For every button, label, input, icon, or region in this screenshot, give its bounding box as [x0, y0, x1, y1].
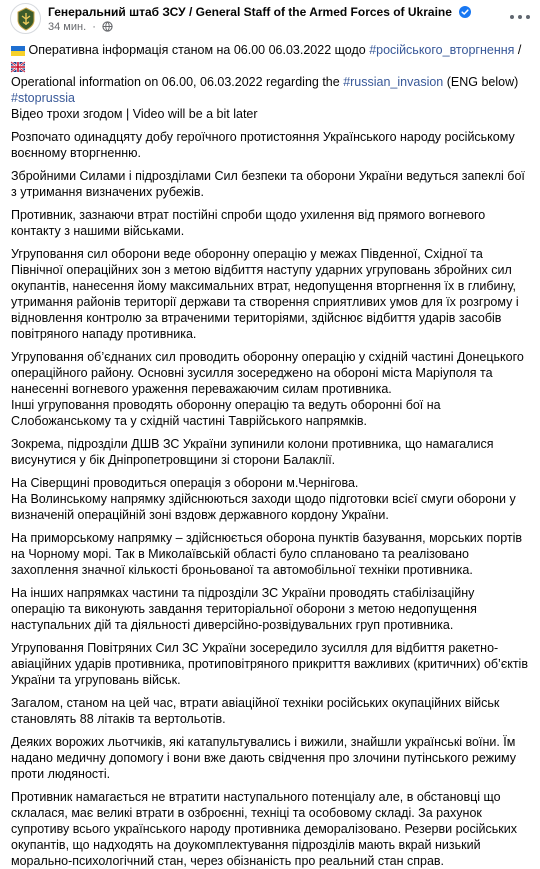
paragraph-line: Інші угруповання проводять оборонну операцію та ведуть оборонні бої на Слобожанському та у східній частині Таврійського напрямків.	[11, 398, 441, 428]
post-paragraphs	[11, 129, 530, 869]
hashtag-stoprussia[interactable]: #stoprussia	[11, 91, 75, 105]
paragraph-line: Угруповання сил оборони веде оборонну операцію у межах Південної, Східної та Північної операційних зон з метою відбиття наступу ударних угруповань збройних сил окупантів, нанесення йому максимальних втрат, недопущення вторгнення їх в глибину, утримання районів території держави та створення сприятливих умов для їх розгрому і відновлення контролю за втраченими територіями, здійснює відбиття ударів засобів повітряного нападу противника.	[11, 247, 519, 341]
post-paragraph	[11, 246, 530, 342]
post-paragraph	[11, 640, 530, 688]
post-body	[0, 42, 540, 869]
paragraph-line: Угруповання Повітряних Сил ЗС України зосередило зусилля для відбиття ракетно-авіаційних ударів противника, протиповітряного прикриття важливих (критичних) об’єктів України та угруповань військ.	[11, 641, 528, 687]
post-paragraph	[11, 585, 530, 633]
paragraph-line: Зокрема, підрозділи ДШВ ЗС України зупинили колони противника, що намагалися висунутися у бік Дніпропетровщини зі сторони Балаклії.	[11, 437, 494, 467]
ukraine-flag-icon	[11, 46, 25, 56]
page-avatar[interactable]	[10, 3, 41, 34]
paragraph-line: На приморському напрямку – здійснюється оборона пунктів базування, морських портів на Чорному морі. Так в Миколаївській області було сплановано та реалізовано захоплення значної кількості броньованої та автомобільної техніки противника.	[11, 531, 523, 577]
paragraph-line: Угруповання об’єднаних сил проводить оборонну операцію у східній частині Донецького операційного району. Основні зусилля зосереджено на обороні міста Маріуполя та нанесенні вогневого ураження переважаючим силам противника.	[11, 350, 524, 396]
armed-forces-emblem-icon	[15, 7, 37, 31]
post-paragraph	[11, 734, 530, 782]
post-meta	[48, 21, 113, 33]
globe-icon[interactable]	[102, 21, 113, 32]
post-timestamp[interactable]: 34 мин.	[48, 21, 87, 33]
intro-text-en-suffix: (ENG below)	[443, 75, 519, 89]
post-paragraph	[11, 436, 530, 468]
post-paragraph	[11, 530, 530, 578]
post-paragraph	[11, 129, 530, 161]
post-header	[0, 0, 540, 38]
post-paragraph	[11, 789, 530, 869]
post-paragraph	[11, 349, 530, 429]
paragraph-line: На Сіверщині проводиться операція з оборони м.Чернігова.	[11, 476, 359, 490]
post-paragraph	[11, 168, 530, 200]
paragraph-line: Деяких ворожих льотчиків, які катапультувались і вижили, знайшли українські воїни. Їм надано медичну допомогу і вони вже дають свідчення про злочини путінського режиму проти людяності.	[11, 735, 517, 781]
more-dot	[526, 15, 530, 19]
paragraph-line: Противник, зазнаючи втрат постійні спроби щодо ухилення від прямого вогневого контакту з нашими військами.	[11, 208, 486, 238]
intro-text-en: Operational information on 06.00, 06.03.2022 regarding the	[11, 75, 344, 89]
paragraph-line: На Волинському напрямку здійснюються заходи щодо підготовки всієї смуги оборони у визначеній операційній зоні вздовж державного кордону України.	[11, 492, 516, 522]
paragraph-line: Противник намагається не втратити наступального потенціалу але, в обстановці що склалася, має великі втрати в озброєнні, техніці та особовому складі. За рахунок супротиву всього українського народу противника деморалізовано. Резерви російських окупантів, що надходять на доукомплектування підрозділів мають вкрай низький морально-психологічний стан, через обізнаність про реальний стан справ.	[11, 790, 517, 868]
post-paragraph	[11, 695, 530, 727]
uk-flag-icon	[11, 62, 25, 72]
verified-badge-icon	[459, 6, 471, 18]
more-dot	[518, 15, 522, 19]
paragraph-line: На інших напрямках частини та підрозділи ЗС України проводять стабілізаційну операцію та виконують завдання територіальної оборони з метою недопущення наступальних дій та діяльності диверсійно-розвідувальних груп противника.	[11, 586, 477, 632]
paragraph-line: Загалом, станом на цей час, втрати авіаційної техніки російських окупаційних військ становлять 88 літаків та вертольотів.	[11, 696, 500, 726]
meta-separator: ·	[92, 21, 96, 33]
hashtag-russian-invasion-ua[interactable]: #російського_вторгнення	[369, 43, 515, 57]
paragraph-line: Розпочато одинадцяту добу героїчного протистояння Українського народу російському воєнному вторгненню.	[11, 130, 515, 160]
more-dot	[510, 15, 514, 19]
hashtag-russian-invasion-en[interactable]: #russian_invasion	[343, 75, 444, 89]
post-paragraph	[11, 475, 530, 523]
paragraph-line: Збройними Силами і підрозділами Сил безпеки та оборони України ведуться запеклі бої з утримання визначених рубежів.	[11, 169, 525, 199]
page-name-link[interactable]: Генеральний штаб ЗСУ / General Staff of the Armed Forces of Ukraine	[48, 5, 452, 19]
intro-separator: /	[514, 43, 522, 57]
more-options-icon[interactable]	[510, 10, 530, 24]
post-paragraph	[11, 207, 530, 239]
intro-text-ua: Оперативна інформація станом на 06.00 06.03.2022 щодо	[25, 43, 370, 57]
post-intro	[11, 42, 530, 122]
video-note: Відео трохи згодом | Video will be a bit later	[11, 107, 258, 121]
